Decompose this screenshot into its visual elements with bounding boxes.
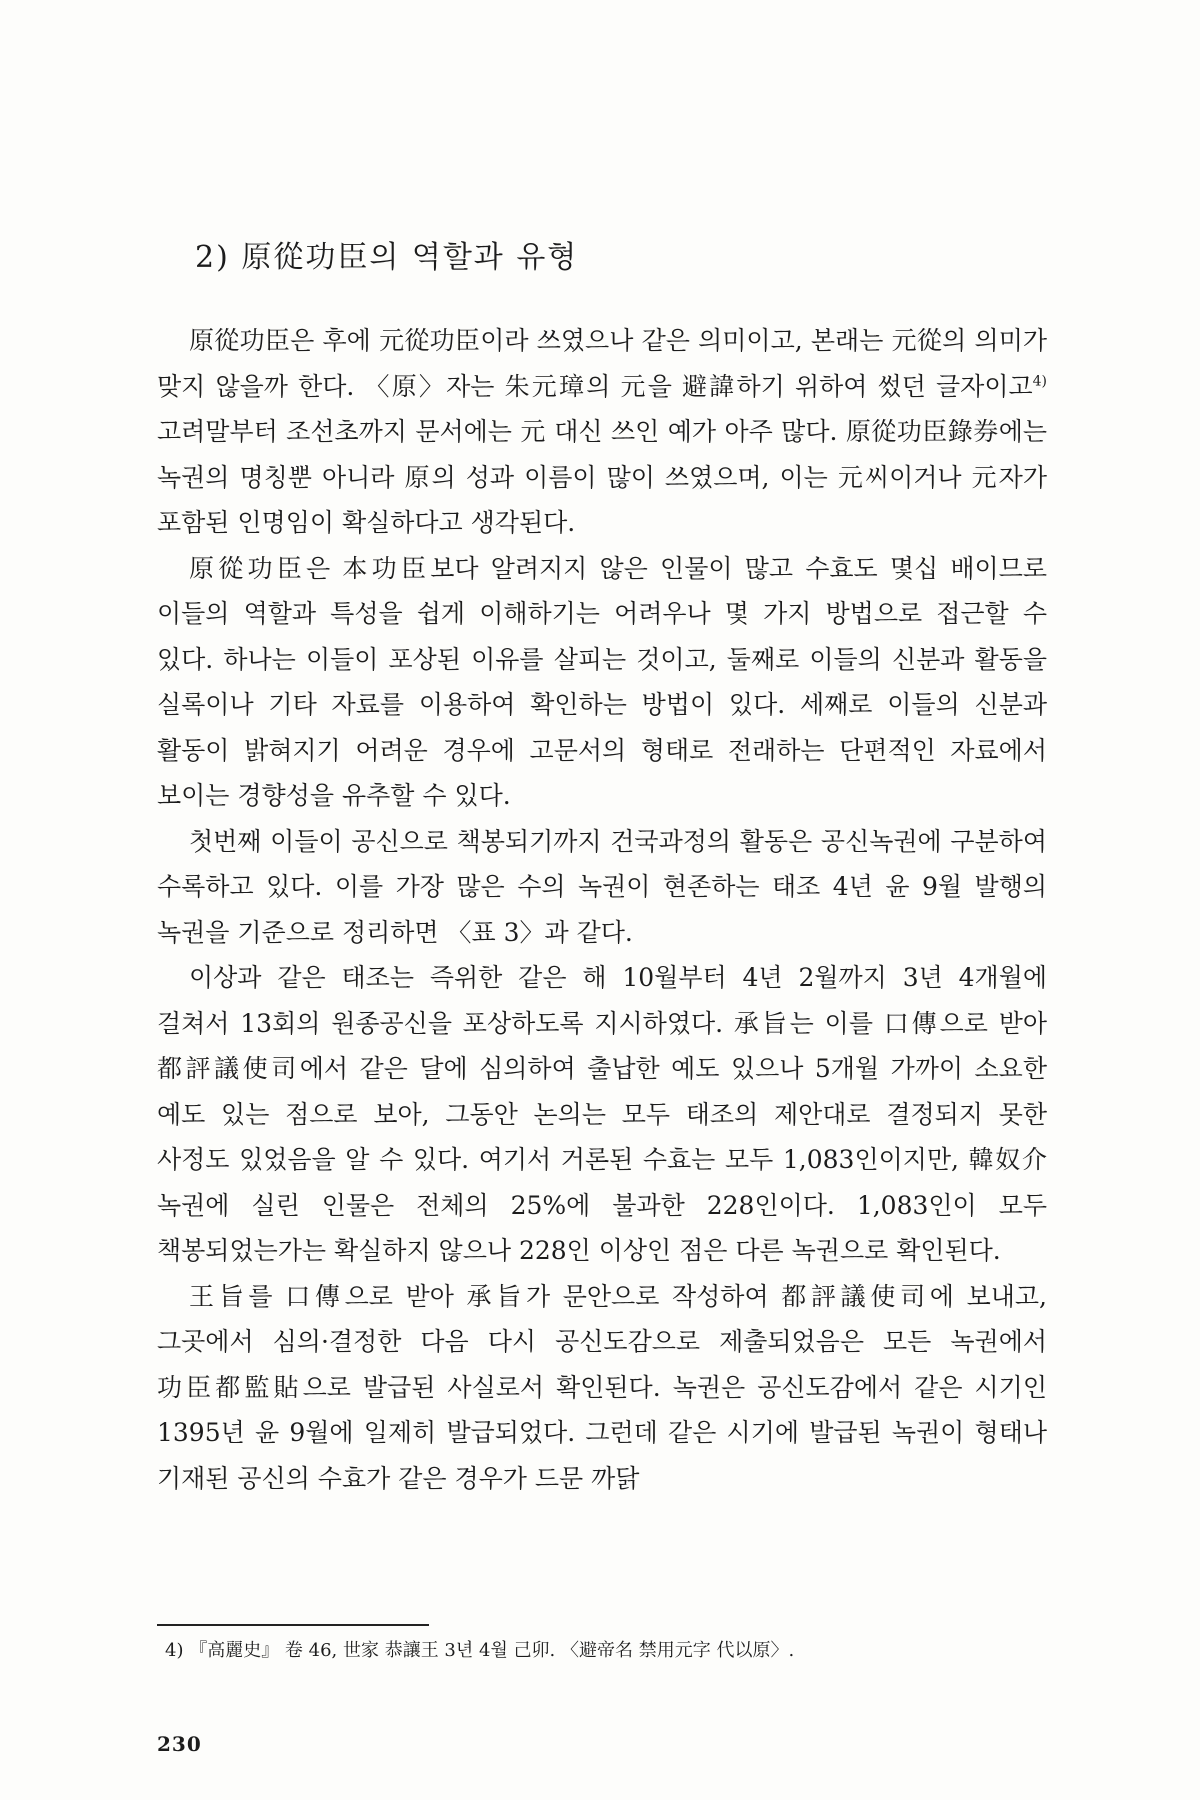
paragraph-1-text-before: 原從功臣은 후에 元從功臣이라 쓰였으나 같은 의미이고, 본래는 元從의 의미가 맞지 않을까 한다. 〈原〉자는 朱元璋의 元을 避諱하기 위하여 썼던 글자이고 bbox=[157, 326, 1047, 401]
footnote-reference: 4) bbox=[1032, 373, 1047, 390]
footnote-divider bbox=[157, 1624, 429, 1626]
paragraph-4: 이상과 같은 태조는 즉위한 같은 해 10월부터 4년 2월까지 3년 4개월에 걸쳐서 13회의 원종공신을 포상하도록 지시하였다. 承旨는 이를 口傳으로 받아 都評議使司에서 같은 달에 심의하여 출납한 예도 있으나 5개월 가까이 소요한 예도 있는 점으로 보아, 그동안 논의는 모두 태조의 제안대로 결정되지 못한 사정도 있었음을 알 수 있다. 여기서 거론된 수효는 모두 1,083인이지만, 韓奴介 녹권에 실린 인물은 전체의 25%에 불과한 228인이다. 1,083인이 모두 책봉되었는가는 확실하지 않으나 228인 이상인 점은 다른 녹권으로 확인된다. bbox=[157, 963, 1047, 1265]
paragraph-1-text-after: 고려말부터 조선초까지 문서에는 元 대신 쓰인 예가 아주 많다. 原從功臣錄券에는 녹권의 명칭뿐 아니라 原의 성과 이름이 많이 쓰였으며, 이는 元씨이거나 元자가 포함된 인명임이 확실하다고 생각된다. bbox=[157, 417, 1047, 537]
paragraph-1 bbox=[157, 318, 1047, 546]
body-text bbox=[157, 318, 1047, 1501]
page-number: 230 bbox=[157, 1732, 202, 1756]
paragraph-3: 첫번째 이들이 공신으로 책봉되기까지 건국과정의 활동은 공신녹권에 구분하여 수록하고 있다. 이를 가장 많은 수의 녹권이 현존하는 태조 4년 윤 9월 발행의 녹권을 기준으로 정리하면 〈표 3〉과 같다. bbox=[157, 826, 1047, 947]
section-heading: 2) 原從功臣의 역할과 유형 bbox=[195, 240, 579, 275]
paragraph-5: 王旨를 口傳으로 받아 承旨가 문안으로 작성하여 都評議使司에 보내고, 그곳에서 심의·결정한 다음 다시 공신도감으로 제출되었음은 모든 녹권에서 功臣都監貼으로 발급된 사실로서 확인된다. 녹권은 공신도감에서 같은 시기인 1395년 윤 9월에 일제히 발급되었다. 그런데 같은 시기에 발급된 녹권이 형태나 기재된 공신의 수효가 같은 경우가 드문 까닭 bbox=[157, 1281, 1047, 1493]
footnote: 4) 『高麗史』 卷 46, 世家 恭讓王 3년 4월 己卯. 〈避帝名 禁用元字 代以原〉. bbox=[165, 1640, 795, 1661]
paragraph-2: 原從功臣은 本功臣보다 알려지지 않은 인물이 많고 수효도 몇십 배이므로 이들의 역할과 특성을 쉽게 이해하기는 어려우나 몇 가지 방법으로 접근할 수 있다. 하나는 이들이 포상된 이유를 살피는 것이고, 둘째로 이들의 신분과 활동을 실록이나 기타 자료를 이용하여 확인하는 방법이 있다. 세째로 이들의 신분과 활동이 밝혀지기 어려운 경우에 고문서의 형태로 전래하는 단편적인 자료에서 보이는 경향성을 유추할 수 있다. bbox=[157, 553, 1047, 810]
